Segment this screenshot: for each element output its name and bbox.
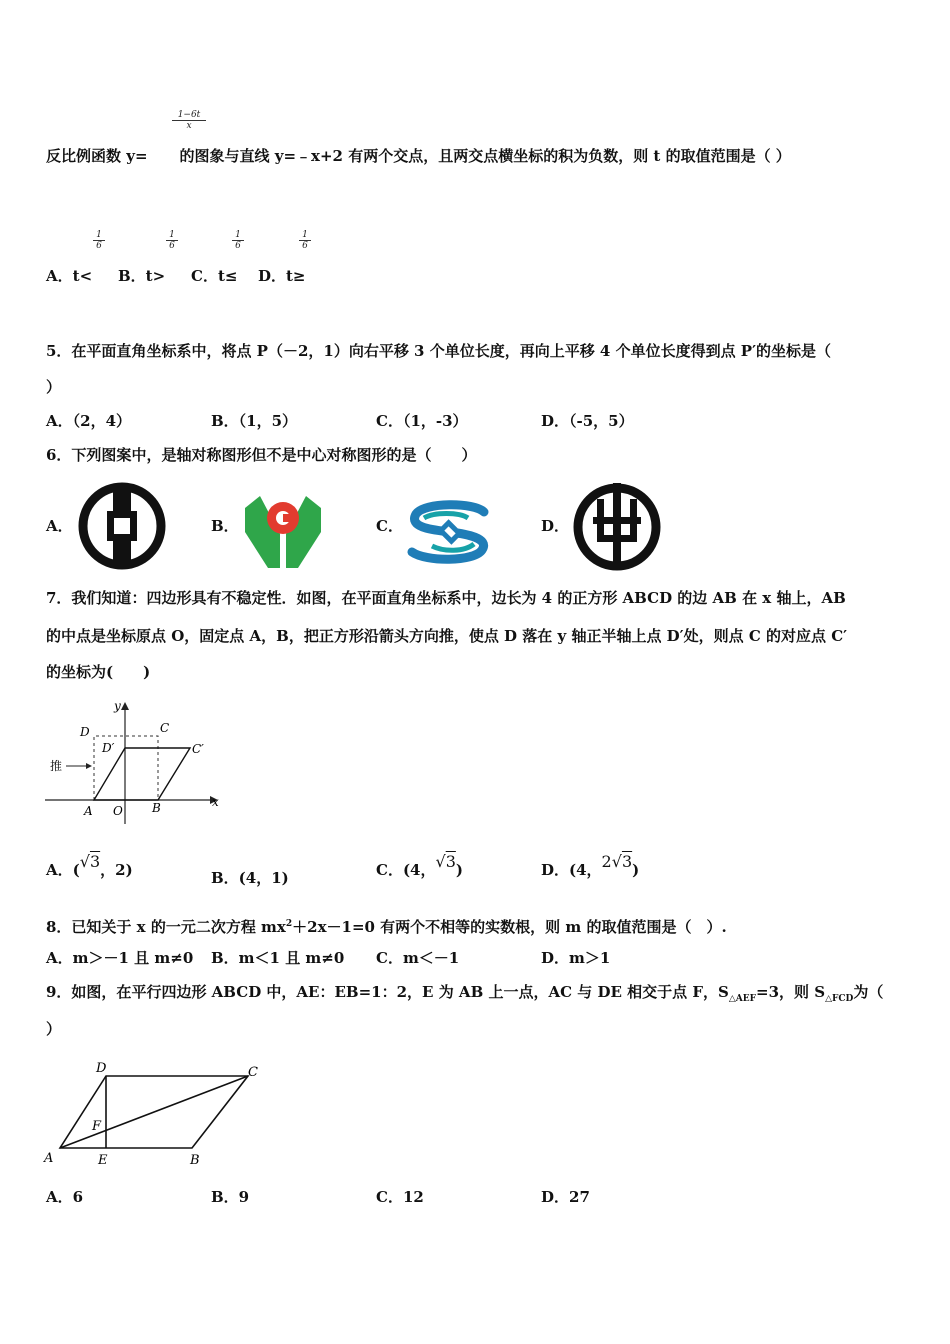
q9-label-f: F <box>92 1119 102 1134</box>
q4-opt-a-fraction <box>93 230 105 251</box>
q8-superscript: 2 <box>285 919 293 929</box>
q4-opt-a-num: 1 <box>93 230 105 241</box>
q9-option-b[interactable]: B．9 <box>211 1188 250 1206</box>
q9-label-a: A <box>44 1151 54 1166</box>
q5-stem-line2: ） <box>46 378 62 396</box>
q7-option-a-sqrt: √3 <box>79 852 101 871</box>
q5-stem-line1: 5．在平面直角坐标系中，将点 P（－2，1）向右平移 3 个单位长度，再向上平移 4 个单位长度得到点 P′的坐标是（ <box>46 342 832 360</box>
q8-stem <box>46 914 727 937</box>
q9-subscript-aef: △AEF <box>728 994 757 1004</box>
q9-subscript-fcd: △FCD <box>825 994 854 1004</box>
q4-option-b[interactable]: B．t> <box>118 267 166 285</box>
q4-option-d[interactable]: D．t≥ <box>258 267 306 285</box>
q7-figure <box>40 696 230 826</box>
q9-text-a: 9．如图，在平行四边形 ABCD 中，AE：EB=1：2，E 为 AB 上一点，AC 与 DE 相交于点 F，S <box>46 983 729 1001</box>
q4-opt-b-num: 1 <box>166 230 178 241</box>
q5-option-b[interactable]: B．（1，5） <box>211 412 298 430</box>
q4-opt-b-fraction <box>166 230 178 251</box>
q7-option-d-suffix: ) <box>632 861 640 879</box>
q7-option-d[interactable] <box>541 852 640 880</box>
q8-option-a[interactable]: A．m＞－1 且 m≠0 <box>46 949 194 967</box>
q9-label-d: D <box>96 1061 107 1076</box>
q7-option-c[interactable] <box>376 852 463 880</box>
q4-option-a[interactable]: A．t< <box>46 267 93 285</box>
q4-opt-d-num: 1 <box>299 230 311 241</box>
q9-option-a[interactable]: A．6 <box>46 1188 84 1206</box>
q8-text-b: ＋2x－1=0 有两个不相等的实数根，则 m 的取值范围是（ ）. <box>292 918 727 936</box>
q4-opt-c-num: 1 <box>232 230 244 241</box>
q7-option-a-radicand: 3 <box>89 852 101 871</box>
q7-label-o: O <box>113 804 123 818</box>
q8-option-c[interactable]: C．m＜－1 <box>376 949 460 967</box>
q7-option-d-sqrt: 2√3 <box>601 852 633 871</box>
q4-opt-d-fraction <box>299 230 311 251</box>
q7-label-c: C <box>160 721 170 735</box>
q6-option-a-label[interactable]: A． <box>46 517 73 535</box>
q6-logo-c-s-icon[interactable] <box>404 500 496 564</box>
q4-option-c[interactable]: C．t≤ <box>191 267 238 285</box>
q9-text-b: =3，则 S <box>756 983 826 1001</box>
q6-logo-b-bank-icon[interactable] <box>240 488 326 572</box>
q7-option-a-suffix: ，2) <box>100 861 133 879</box>
q4-fraction-denominator: x <box>186 121 192 131</box>
q7-option-b[interactable]: B．(4，1) <box>211 869 289 887</box>
q7-option-a-prefix: A．( <box>46 861 80 879</box>
q4-opt-b-den: 6 <box>169 241 175 251</box>
q7-label-dprime: D′ <box>102 741 115 755</box>
q9-stem-line1 <box>46 982 883 1009</box>
q5-option-a[interactable]: A．（2，4） <box>46 412 132 430</box>
q4-opt-c-den: 6 <box>235 241 241 251</box>
q6-logo-a-coin-icon[interactable] <box>74 478 170 574</box>
q7-label-b: B <box>152 801 161 815</box>
q6-logo-d-agri-icon[interactable] <box>569 477 665 573</box>
q7-option-c-suffix: ) <box>455 861 463 879</box>
q7-option-d-radicand: 3 <box>621 852 633 871</box>
q4-text-b: 的图象与直线 y=﹣x+2 有两个交点，且两交点横坐标的积为负数，则 t 的取值范围是（ ） <box>179 147 791 165</box>
q4-text-a: 反比例函数 y= <box>46 147 148 165</box>
q5-option-c[interactable]: C．（1，-3） <box>376 412 468 430</box>
q7-label-d: D <box>80 725 90 739</box>
q9-label-b: B <box>190 1153 200 1168</box>
q7-label-cprime: C′ <box>192 742 204 756</box>
q7-label-x: x <box>212 795 219 809</box>
q9-text-c: 为（ <box>853 983 884 1001</box>
q8-text-a: 8．已知关于 x 的一元二次方程 mx <box>46 918 286 936</box>
q7-label-y: y <box>114 699 121 713</box>
q6-option-b-label[interactable]: B． <box>211 517 239 535</box>
q7-stem-line1: 7．我们知道：四边形具有不稳定性．如图，在平面直角坐标系中，边长为 4 的正方形 ABCD 的边 AB 在 x 轴上，AB <box>46 589 846 607</box>
q9-option-d[interactable]: D．27 <box>541 1188 590 1206</box>
q7-label-push: 推 <box>50 759 63 773</box>
q9-label-e: E <box>98 1153 108 1168</box>
q4-fraction-numerator: 1−6t <box>172 110 206 121</box>
q5-option-d[interactable]: D．（-5，5） <box>541 412 634 430</box>
q7-stem-line3: 的坐标为( ) <box>46 663 151 681</box>
q7-option-a[interactable] <box>46 852 133 880</box>
q8-option-b[interactable]: B．m＜1 且 m≠0 <box>211 949 345 967</box>
q8-option-d[interactable]: D．m＞1 <box>541 949 611 967</box>
q7-option-c-sqrt: √3 <box>435 852 456 871</box>
q9-figure <box>40 1054 270 1172</box>
q9-label-c: C <box>248 1065 258 1080</box>
q7-option-c-prefix: C．(4， <box>376 861 436 879</box>
q4-fraction <box>172 110 206 131</box>
q4-opt-c-fraction <box>232 230 244 251</box>
q7-option-d-coef: 2 <box>601 852 612 871</box>
q7-option-c-radicand: 3 <box>445 852 456 871</box>
q6-stem: 6．下列图案中，是轴对称图形但不是中心对称图形的是（ ） <box>46 446 477 464</box>
q9-stem-line2: ） <box>46 1020 62 1038</box>
q7-stem-line2: 的中点是坐标原点 O，固定点 A，B，把正方形沿箭头方向推，使点 D 落在 y 轴正半轴上点 D′处，则点 C 的对应点 C′ <box>46 627 848 645</box>
q6-option-d-label[interactable]: D． <box>541 517 570 535</box>
q6-option-c-label[interactable]: C． <box>376 517 403 535</box>
q4-opt-d-den: 6 <box>302 241 308 251</box>
q7-label-a: A <box>84 804 93 818</box>
q4-opt-a-den: 6 <box>96 241 102 251</box>
q4-stem <box>46 146 791 166</box>
q9-option-c[interactable]: C．12 <box>376 1188 424 1206</box>
q7-option-d-prefix: D．(4， <box>541 861 602 879</box>
